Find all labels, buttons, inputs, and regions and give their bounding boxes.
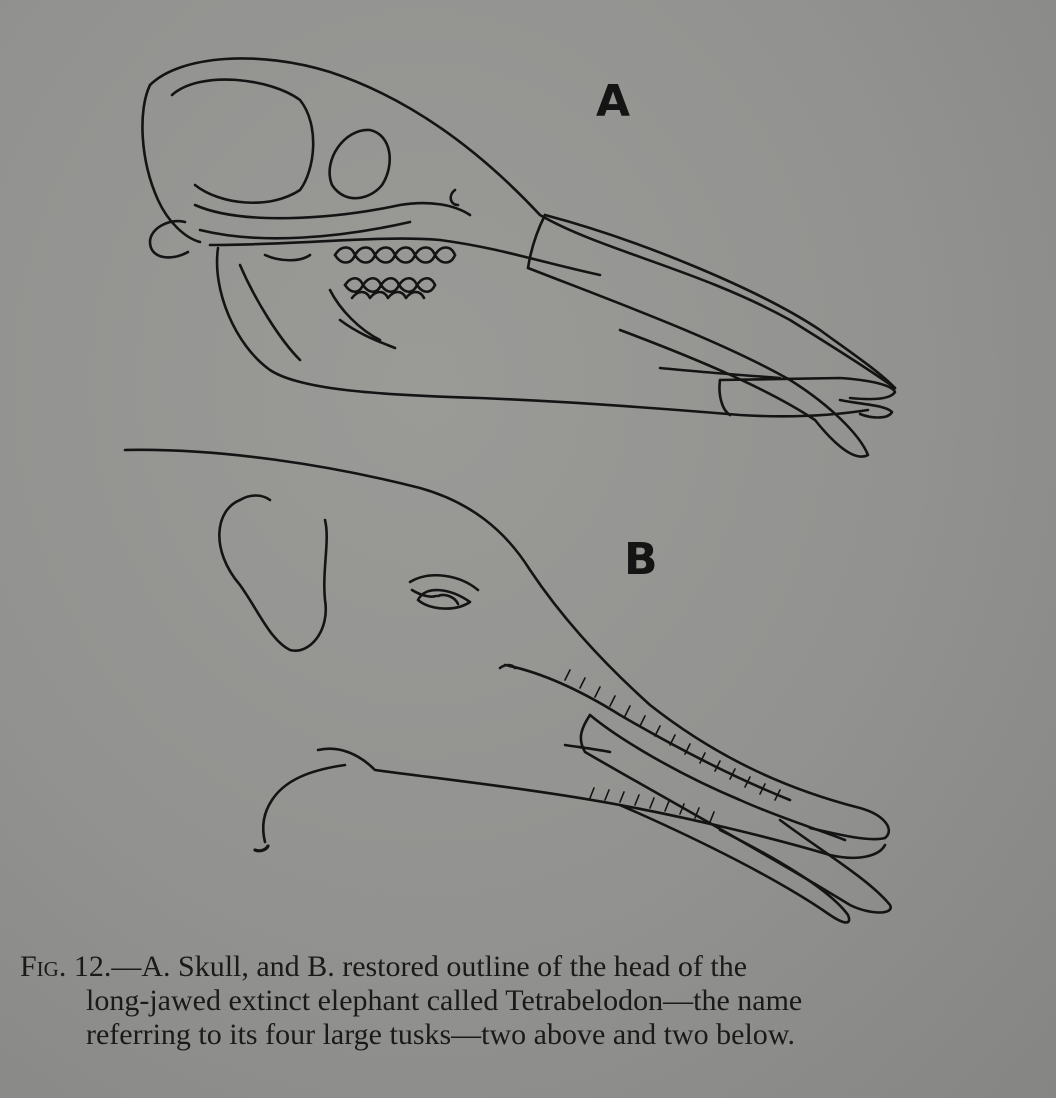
caption-line1-tail: restored outline of the head of the: [334, 950, 748, 983]
caption-line-1: [20, 950, 1030, 984]
caption-line1-rest: Skull, and: [170, 950, 308, 983]
figure-caption: [20, 950, 1030, 1052]
skull-drawing: [142, 58, 895, 456]
head-outline-drawing: [125, 450, 891, 923]
figure-label-b: B: [624, 534, 659, 585]
figure-label-a: A: [596, 76, 632, 127]
caption-part-b: B.: [307, 950, 335, 983]
caption-fig-label: Fig. 12.: [20, 950, 112, 983]
caption-part-a: —A.: [111, 950, 171, 983]
caption-line-2: long-jawed extinct elephant called Tetrabelodon—the name: [86, 984, 803, 1017]
caption-line-3: referring to its four large tusks—two above and two below.: [86, 1018, 795, 1051]
